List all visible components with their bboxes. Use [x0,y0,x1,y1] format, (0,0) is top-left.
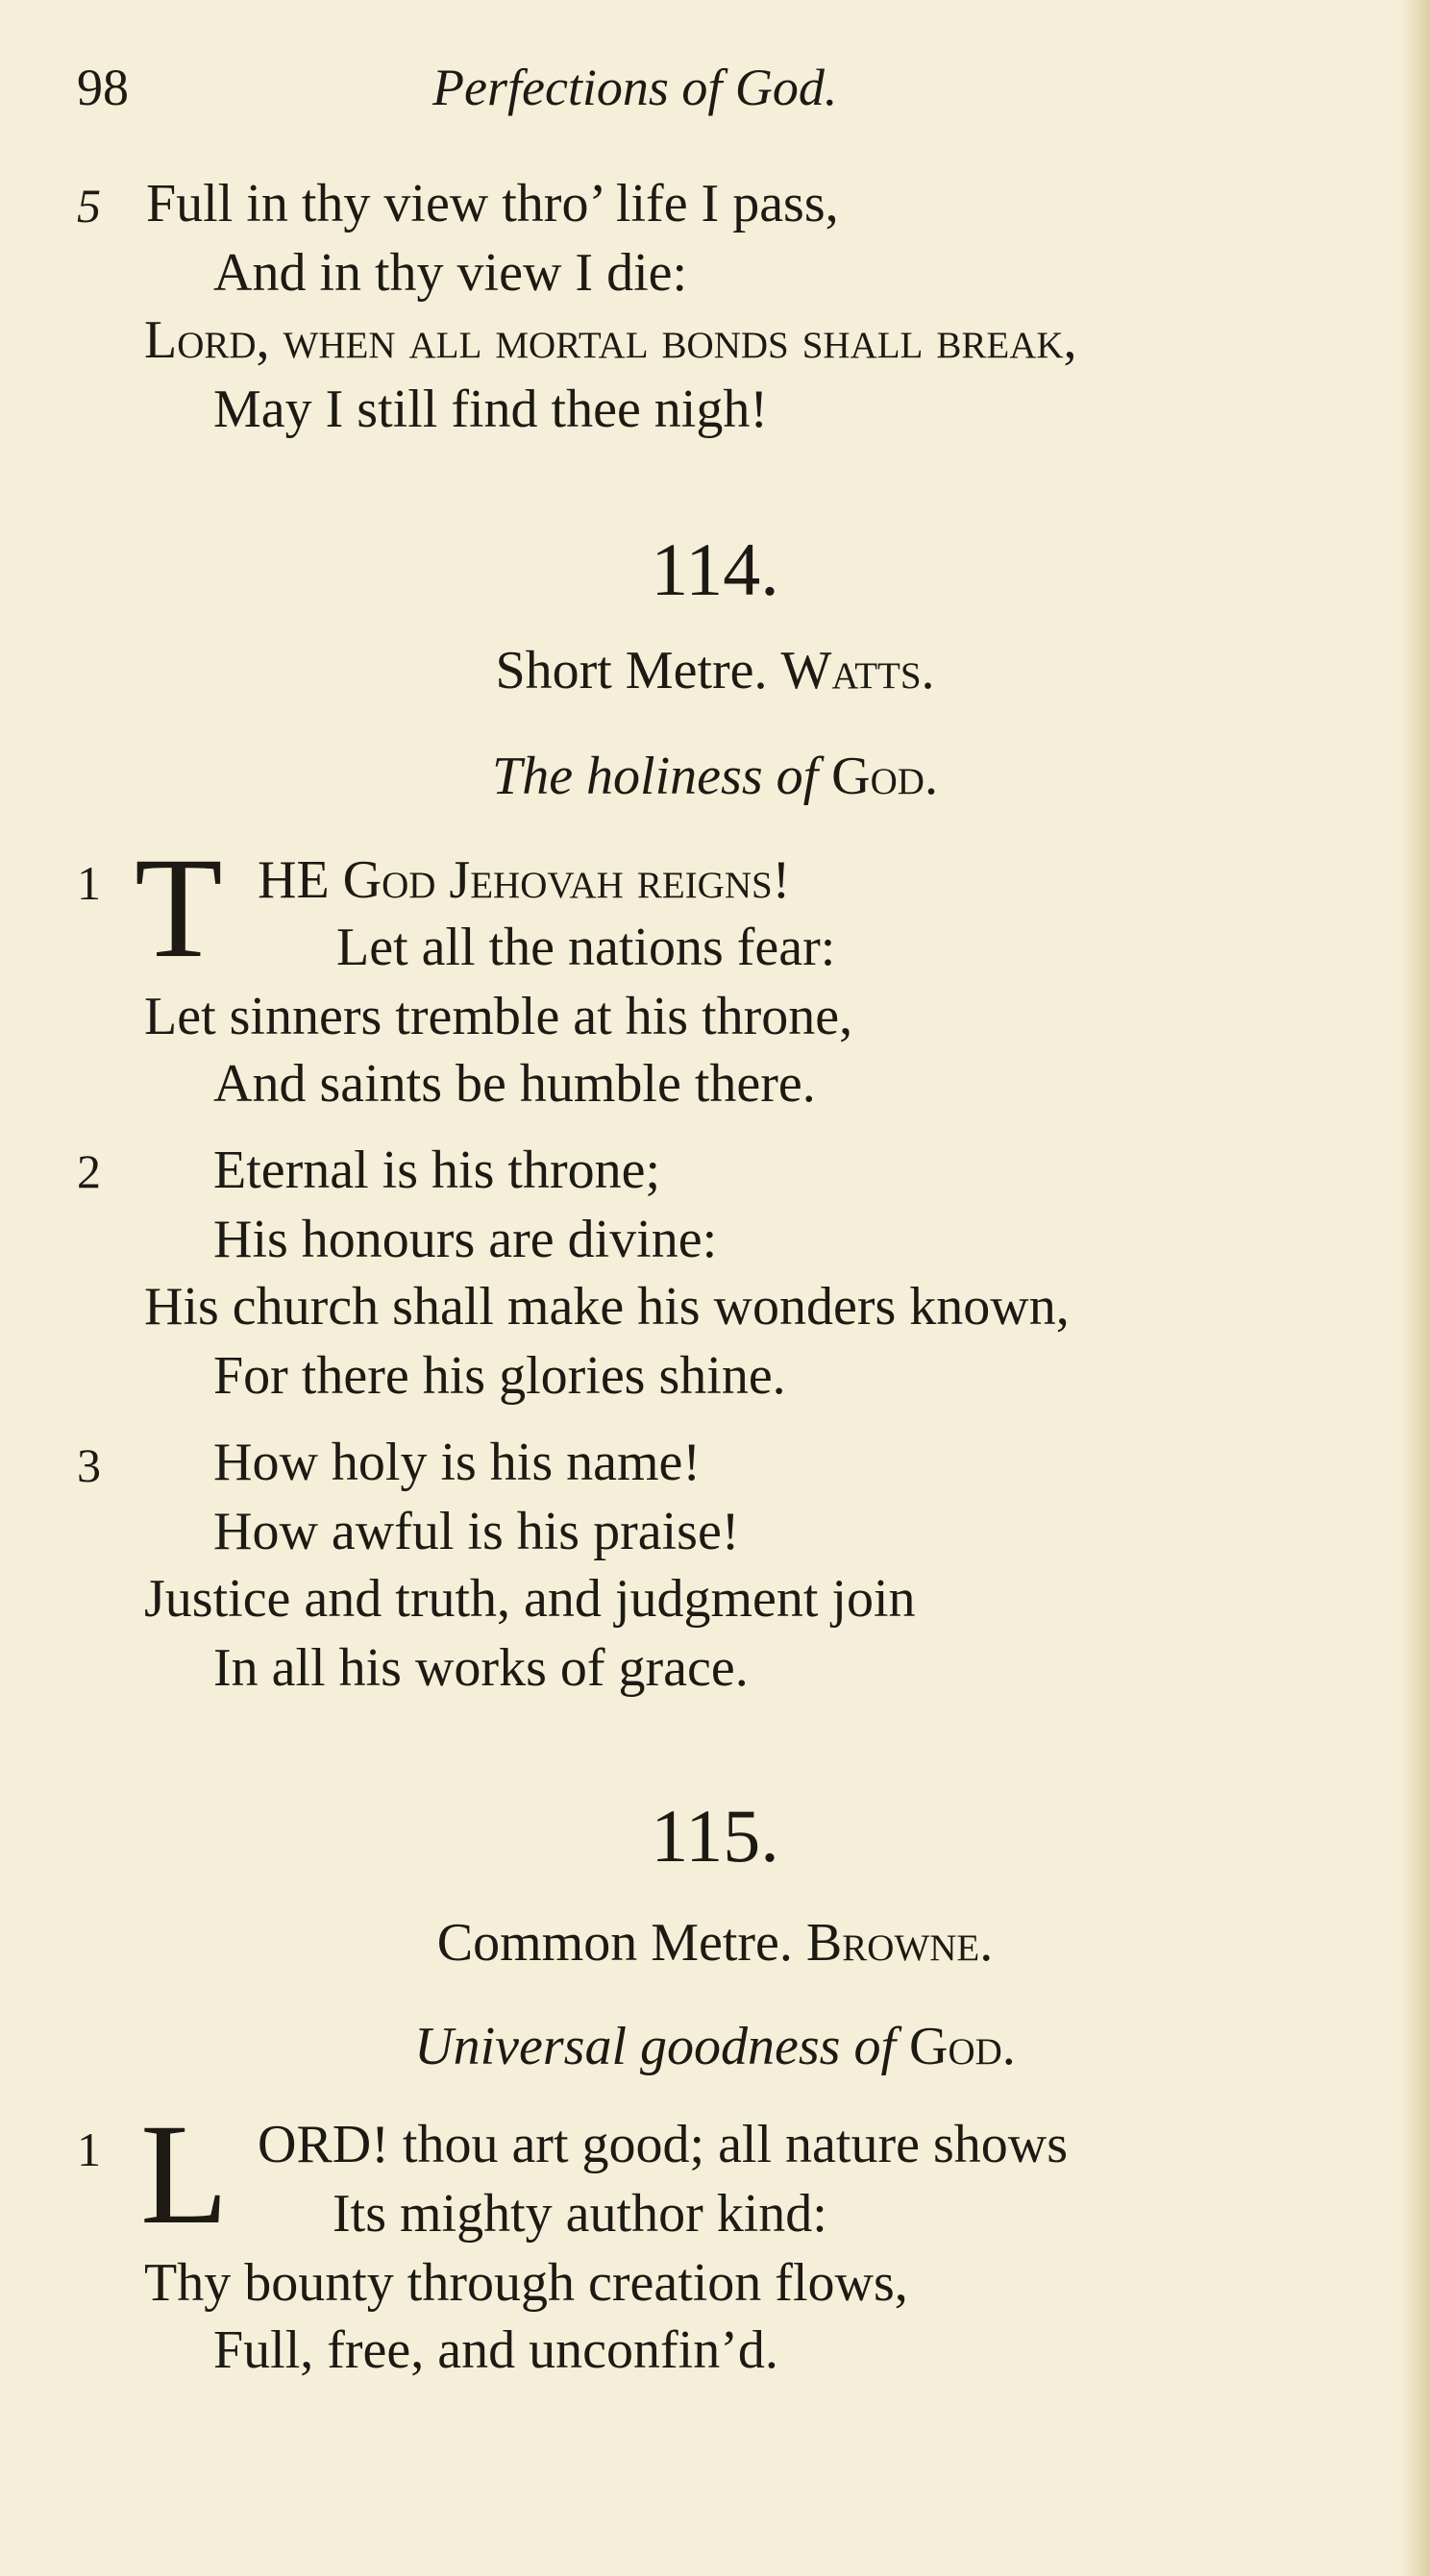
hymn-number: 114. [651,527,779,611]
verse-number: 2 [77,1144,101,1198]
verse-line: HE God Jehovah reigns! [258,850,791,910]
hymn-number: 115. [651,1794,779,1877]
verse-number: 1 [77,2122,101,2176]
verse-number: 1 [77,856,101,910]
verse-line: Lord, when all mortal bonds shall break, [144,310,1077,370]
metre: Short Metre. [495,641,768,700]
verse-line: Justice and truth, and judgment join [144,1569,916,1629]
verse-line: His church shall make his wonders known, [144,1277,1070,1337]
page-number: 98 [77,59,129,116]
hymn-subject [0,2016,1430,2077]
drop-cap: L [140,2095,229,2254]
verse-line: Eternal is his throne; [213,1141,661,1200]
verse-line: In all his works of grace. [213,1638,749,1698]
verse-line: Let all the nations fear: [336,918,836,977]
hymn-metre-line [0,1912,1430,1974]
hymn-metre-line [0,640,1430,701]
subject-word: God. [831,747,938,806]
page-edge [1401,0,1430,2576]
subject-word: God. [909,2017,1016,2076]
verse-line: ORD! thou art good; all nature shows [258,2115,1068,2174]
author: Browne. [805,1913,994,1973]
drop-cap: T [135,828,223,988]
verse-line: And in thy view I die: [213,243,688,303]
verse-line: May I still find thee nigh! [213,380,769,439]
subject-text: The holiness of [492,747,819,806]
verse-line: Its mighty author kind: [333,2184,827,2244]
verse-line: Thy bounty through creation flows, [144,2253,908,2313]
verse-number: 3 [77,1438,101,1492]
verse-line: Let sinners tremble at his throne, [144,987,853,1046]
metre: Common Metre. [436,1913,793,1973]
verse-line: How awful is his praise! [213,1502,740,1561]
running-title: Perfections of God. [432,59,838,116]
verse-number: 5 [77,179,101,233]
verse-line: His honours are divine: [213,1210,718,1269]
verse-line: How holy is his name! [213,1433,702,1492]
verse-line: Full, free, and unconfin’d. [213,2320,778,2380]
subject-text: Universal goodness of [414,2017,897,2076]
verse-line: Full in thy view thro’ life I pass, [146,174,839,233]
verse-line: For there his glories shine. [213,1346,786,1406]
author: Watts. [780,641,935,700]
hymn-subject [0,746,1430,807]
verse-line: And saints be humble there. [213,1054,816,1114]
